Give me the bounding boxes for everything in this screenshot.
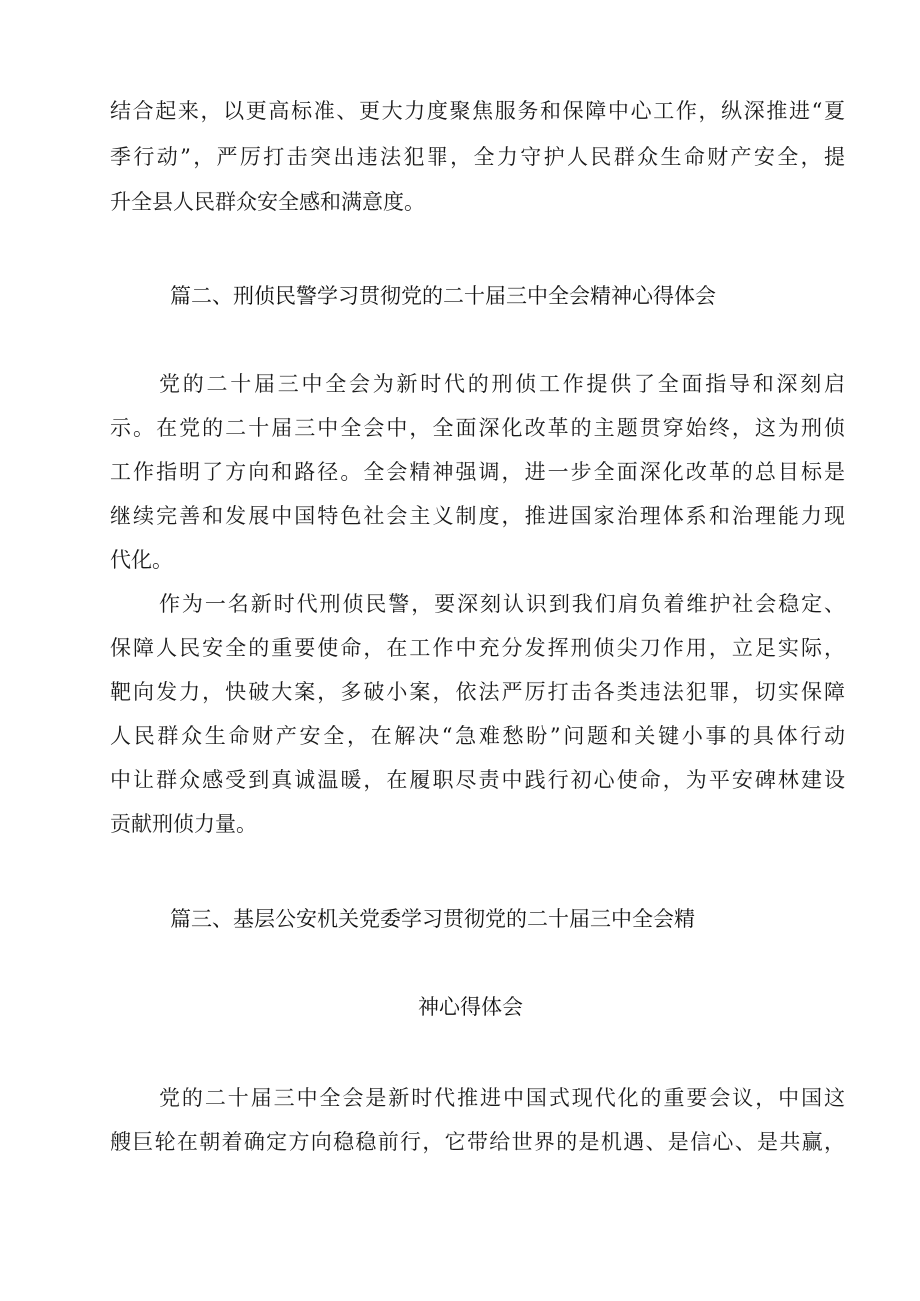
- paragraph-line: 示。在党的二十届三中全会中，全面深化改革的主题贯穿始终，这为刑侦: [110, 416, 845, 440]
- paragraph-line: 党的二十届三中全会为新时代的刑侦工作提供了全面指导和深刻启: [159, 372, 845, 396]
- section-heading-continuation: 神心得体会: [418, 995, 523, 1019]
- intro-line: 升全县人民群众安全感和满意度。: [110, 190, 425, 214]
- paragraph-line: 继续完善和发展中国特色社会主义制度，推进国家治理体系和治理能力现: [110, 504, 845, 528]
- intro-line: 结合起来，以更高标准、更大力度聚焦服务和保障中心工作，纵深推进“夏: [110, 99, 845, 123]
- paragraph-line: 艘巨轮在朝着确定方向稳稳前行，它带给世界的是机遇、是信心、是共赢，: [110, 1130, 845, 1154]
- intro-line: 季行动”，严厉打击突出违法犯罪，全力守护人民群众生命财产安全，提: [110, 145, 845, 169]
- paragraph-line: 贡献刑侦力量。: [110, 812, 257, 836]
- paragraph-line: 人民群众生命财产安全，在解决“急难愁盼”问题和关键小事的具体行动: [110, 724, 845, 748]
- paragraph-line: 中让群众感受到真诚温暖，在履职尽责中践行初心使命，为平安碑林建设: [110, 768, 845, 792]
- paragraph-line: 工作指明了方向和路径。全会精神强调，进一步全面深化改革的总目标是: [110, 460, 845, 484]
- section-heading: 篇三、基层公安机关党委学习贯彻党的二十届三中全会精: [170, 907, 695, 931]
- section-heading: 篇二、刑侦民警学习贯彻党的二十届三中全会精神心得体会: [170, 284, 716, 308]
- paragraph-line: 靶向发力，快破大案，多破小案，依法严厉打击各类违法犯罪，切实保障: [110, 680, 845, 704]
- paragraph-line: 代化。: [110, 548, 173, 572]
- paragraph-line: 党的二十届三中全会是新时代推进中国式现代化的重要会议，中国这: [159, 1086, 845, 1110]
- paragraph-line: 保障人民安全的重要使命，在工作中充分发挥刑侦尖刀作用，立足实际，: [110, 636, 845, 660]
- paragraph-line: 作为一名新时代刑侦民警，要深刻认识到我们肩负着维护社会稳定、: [159, 592, 845, 616]
